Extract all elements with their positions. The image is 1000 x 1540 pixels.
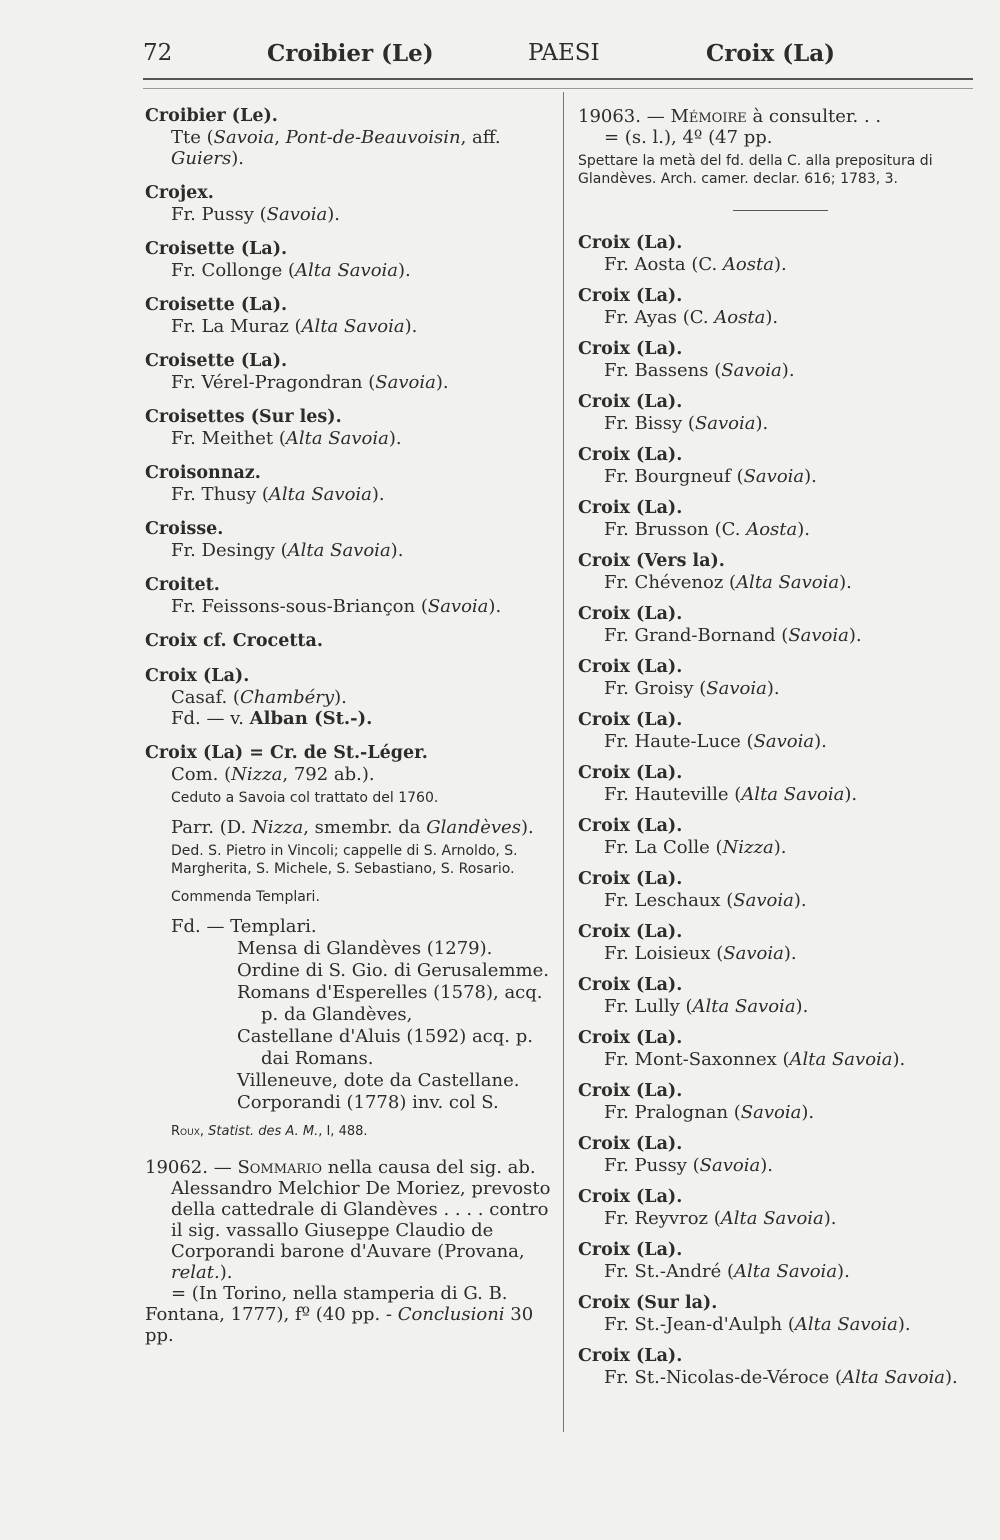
list-item — [578, 975, 978, 1017]
entry-line: Fr. Groisy (Savoia). — [604, 678, 780, 699]
entry-headword: Croix (La). — [578, 657, 683, 677]
entry-headword: Croix (Vers la). — [578, 551, 725, 571]
list-item — [578, 286, 978, 328]
fd-line: Fd. — Templari. — [171, 916, 317, 937]
list-item — [578, 339, 978, 381]
entry-headword: Croix (La). — [578, 1081, 683, 1101]
list-item — [578, 551, 978, 593]
header-rule — [143, 78, 973, 80]
right-entry-list — [578, 233, 978, 1388]
entry-line: Fr. Meithet (Alta Savoia). — [171, 428, 402, 449]
entry-headword: Croix (Sur la). — [578, 1293, 718, 1313]
entry-19063 — [578, 106, 978, 188]
running-head-left: Croibier (Le) — [267, 40, 434, 67]
entry-line: Tte (Savoia, Pont-de-Beauvoisin, aff. — [171, 127, 501, 148]
entry-line: Fr. Pussy (Savoia). — [171, 204, 340, 225]
entry-line: Fr. Desingy (Alta Savoia). — [171, 540, 404, 561]
entry-headword: Croix (La). — [578, 604, 683, 624]
list-item — [578, 710, 978, 752]
entry-line: Parr. (D. Nizza, smembr. da Glandèves). — [171, 817, 534, 838]
entry-headword: Croix cf. Crocetta. — [145, 631, 323, 651]
list-item — [578, 604, 978, 646]
entry-headword: Croix (La). — [578, 710, 683, 730]
entry-headword: Croix (La). — [578, 392, 683, 412]
entry-croix-cf — [145, 631, 555, 652]
page-header — [0, 40, 1000, 80]
list-item — [578, 657, 978, 699]
entry-croisse — [145, 519, 555, 561]
list-item — [578, 1240, 978, 1282]
entry-croix-chambery — [145, 666, 555, 729]
entry-line: Fr. La Muraz (Alta Savoia). — [171, 316, 418, 337]
bibliography-note: Roux, Statist. des A. M., I, 488. — [171, 1124, 368, 1139]
list-item — [578, 816, 978, 858]
entry-note: Spettare la metà del fd. della C. alla prepositura di Glandèves. Arch. camer. declar. 616; 1783, 3. — [578, 153, 933, 187]
list-item — [578, 445, 978, 487]
entry-line: Fr. Bissy (Savoia). — [604, 413, 769, 434]
entry-croisette-3 — [145, 351, 555, 393]
entry-croisette-1 — [145, 239, 555, 281]
entry-headword: Croix (La). — [578, 1346, 683, 1366]
entry-line: Fr. Feissons-sous-Briançon (Savoia). — [171, 596, 502, 617]
entry-headword: Croix (La). — [578, 498, 683, 518]
entry-line: Fr. La Colle (Nizza). — [604, 837, 787, 858]
catalog-entry-text: 19062. — Sommario nella causa del sig. ab. Alessandro Melchior De Moriez, prevosto della cattedrale di Glandèves . . . . contro il sig. vassallo Giuseppe Claudio de Corporandi barone d'Auvare (Provana, relat.). — [145, 1157, 551, 1283]
list-item — [578, 1187, 978, 1229]
entry-line: Guiers). — [171, 148, 244, 169]
right-column — [578, 106, 978, 1399]
list-item — [578, 763, 978, 805]
list-item — [578, 1346, 978, 1388]
entry-headword: Croix (La). — [578, 816, 683, 836]
entry-headword: Croix (La) = Cr. de St.-Léger. — [145, 743, 428, 763]
entry-line: Fr. Reyvroz (Alta Savoia). — [604, 1208, 837, 1229]
entry-line: Casaf. (Chambéry). — [171, 687, 347, 708]
entry-line: Fr. Mont-Saxonnex (Alta Savoia). — [604, 1049, 906, 1070]
fd-list — [145, 916, 555, 1114]
entry-headword: Croix (La). — [578, 1028, 683, 1048]
fd-line: Romans d'Esperelles (1578), acq. — [237, 982, 543, 1003]
entry-headword: Crojex. — [145, 183, 214, 203]
entry-line: Fr. Vérel-Pragondran (Savoia). — [171, 372, 449, 393]
entry-headword: Croix (La). — [578, 286, 683, 306]
entry-headword: Croix (La). — [578, 339, 683, 359]
entry-line: Fr. Thusy (Alta Savoia). — [171, 484, 385, 505]
entry-croisettes — [145, 407, 555, 449]
entry-line: Fr. Pussy (Savoia). — [604, 1155, 773, 1176]
entry-headword: Croisette (La). — [145, 295, 288, 315]
list-item — [578, 1081, 978, 1123]
list-item — [578, 392, 978, 434]
entry-headword: Croisse. — [145, 519, 224, 539]
entry-line: Fr. Aosta (C. Aosta). — [604, 254, 787, 275]
entry-line: Fr. St.-Jean-d'Aulph (Alta Savoia). — [604, 1314, 911, 1335]
list-item — [578, 869, 978, 911]
entry-headword: Croix (La). — [578, 1134, 683, 1154]
entry-headword: Croix (La). — [578, 763, 683, 783]
entry-line: Fr. Pralognan (Savoia). — [604, 1102, 815, 1123]
entry-croisette-2 — [145, 295, 555, 337]
entry-headword: Croix (La). — [578, 1187, 683, 1207]
entry-line: Fr. Hauteville (Alta Savoia). — [604, 784, 858, 805]
fd-line: Mensa di Glandèves (1279). — [237, 938, 493, 959]
entry-headword: Croibier (Le). — [145, 106, 278, 126]
catalog-entry-imprint: = (s. l.), 4º (47 pp. — [604, 127, 773, 148]
entry-headword: Croix (La). — [578, 445, 683, 465]
entry-croitet — [145, 575, 555, 617]
entry-headword: Croix (La). — [578, 975, 683, 995]
entry-line: Fr. Leschaux (Savoia). — [604, 890, 807, 911]
page-number: 72 — [143, 40, 173, 66]
catalog-entry-imprint: = (In Torino, nella stamperia di G. B. Fontana, 1777), fº (40 pp. - Conclusioni 30 pp. — [145, 1283, 534, 1346]
list-item — [578, 1134, 978, 1176]
entry-line: Com. (Nizza, 792 ab.). — [171, 764, 375, 785]
entry-line: Fr. St.-Nicolas-de-Véroce (Alta Savoia). — [604, 1367, 958, 1388]
section-rule — [733, 210, 828, 211]
entry-headword: Croisette (La). — [145, 351, 288, 371]
entry-croix-st-leger — [145, 743, 555, 1139]
left-column — [145, 106, 555, 1360]
fd-line: p. da Glandèves, — [261, 1004, 413, 1025]
entry-note: Ceduto a Savoia col trattato del 1760. — [171, 790, 439, 806]
entry-note: Ded. S. Pietro in Vincoli; cappelle di S. Arnoldo, S. Margherita, S. Michele, S. Sebastiano, S. Rosario. — [171, 843, 518, 877]
fd-line: Villeneuve, dote da Castellane. — [237, 1070, 520, 1091]
fd-line: Ordine di S. Gio. di Gerusalemme. — [237, 960, 549, 981]
entry-19062 — [145, 1157, 555, 1346]
column-divider — [563, 92, 564, 1432]
entry-line: Fr. Haute-Luce (Savoia). — [604, 731, 827, 752]
entry-line: Fr. Loisieux (Savoia). — [604, 943, 797, 964]
list-item — [578, 498, 978, 540]
entry-line: Fr. Bassens (Savoia). — [604, 360, 795, 381]
entry-line: Fr. St.-André (Alta Savoia). — [604, 1261, 850, 1282]
entry-croibier — [145, 106, 555, 169]
header-rule-thin — [143, 88, 973, 89]
entry-line: Fr. Lully (Alta Savoia). — [604, 996, 809, 1017]
entry-headword: Croix (La). — [145, 666, 250, 686]
list-item — [578, 1293, 978, 1335]
running-head-right: Croix (La) — [706, 40, 836, 67]
entry-croisonnaz — [145, 463, 555, 505]
entry-line: Fr. Chévenoz (Alta Savoia). — [604, 572, 852, 593]
entry-line: Fd. — v. Alban (St.-). — [171, 708, 373, 729]
entry-headword: Croix (La). — [578, 1240, 683, 1260]
entry-headword: Croisette (La). — [145, 239, 288, 259]
entry-line: Fr. Collonge (Alta Savoia). — [171, 260, 411, 281]
entry-line: Fr. Ayas (C. Aosta). — [604, 307, 779, 328]
fd-line: Castellane d'Aluis (1592) acq. p. — [237, 1026, 533, 1047]
entry-note: Commenda Templari. — [171, 889, 320, 905]
entry-headword: Croix (La). — [578, 233, 683, 253]
catalog-entry-text: 19063. — Mémoire à consulter. . . — [578, 106, 882, 127]
entry-headword: Croix (La). — [578, 869, 683, 889]
fd-line: Corporandi (1778) inv. col S. — [237, 1092, 499, 1113]
list-item — [578, 233, 978, 275]
entry-line: Fr. Grand-Bornand (Savoia). — [604, 625, 862, 646]
entry-line: Fr. Brusson (C. Aosta). — [604, 519, 811, 540]
entry-line: Fr. Bourgneuf (Savoia). — [604, 466, 817, 487]
entry-headword: Croitet. — [145, 575, 220, 595]
list-item — [578, 922, 978, 964]
fd-line: dai Romans. — [261, 1048, 374, 1069]
entry-headword: Croix (La). — [578, 922, 683, 942]
entry-crojex — [145, 183, 555, 225]
running-head-center: PAESI — [528, 40, 600, 66]
entry-headword: Croisonnaz. — [145, 463, 261, 483]
list-item — [578, 1028, 978, 1070]
entry-headword: Croisettes (Sur les). — [145, 407, 342, 427]
